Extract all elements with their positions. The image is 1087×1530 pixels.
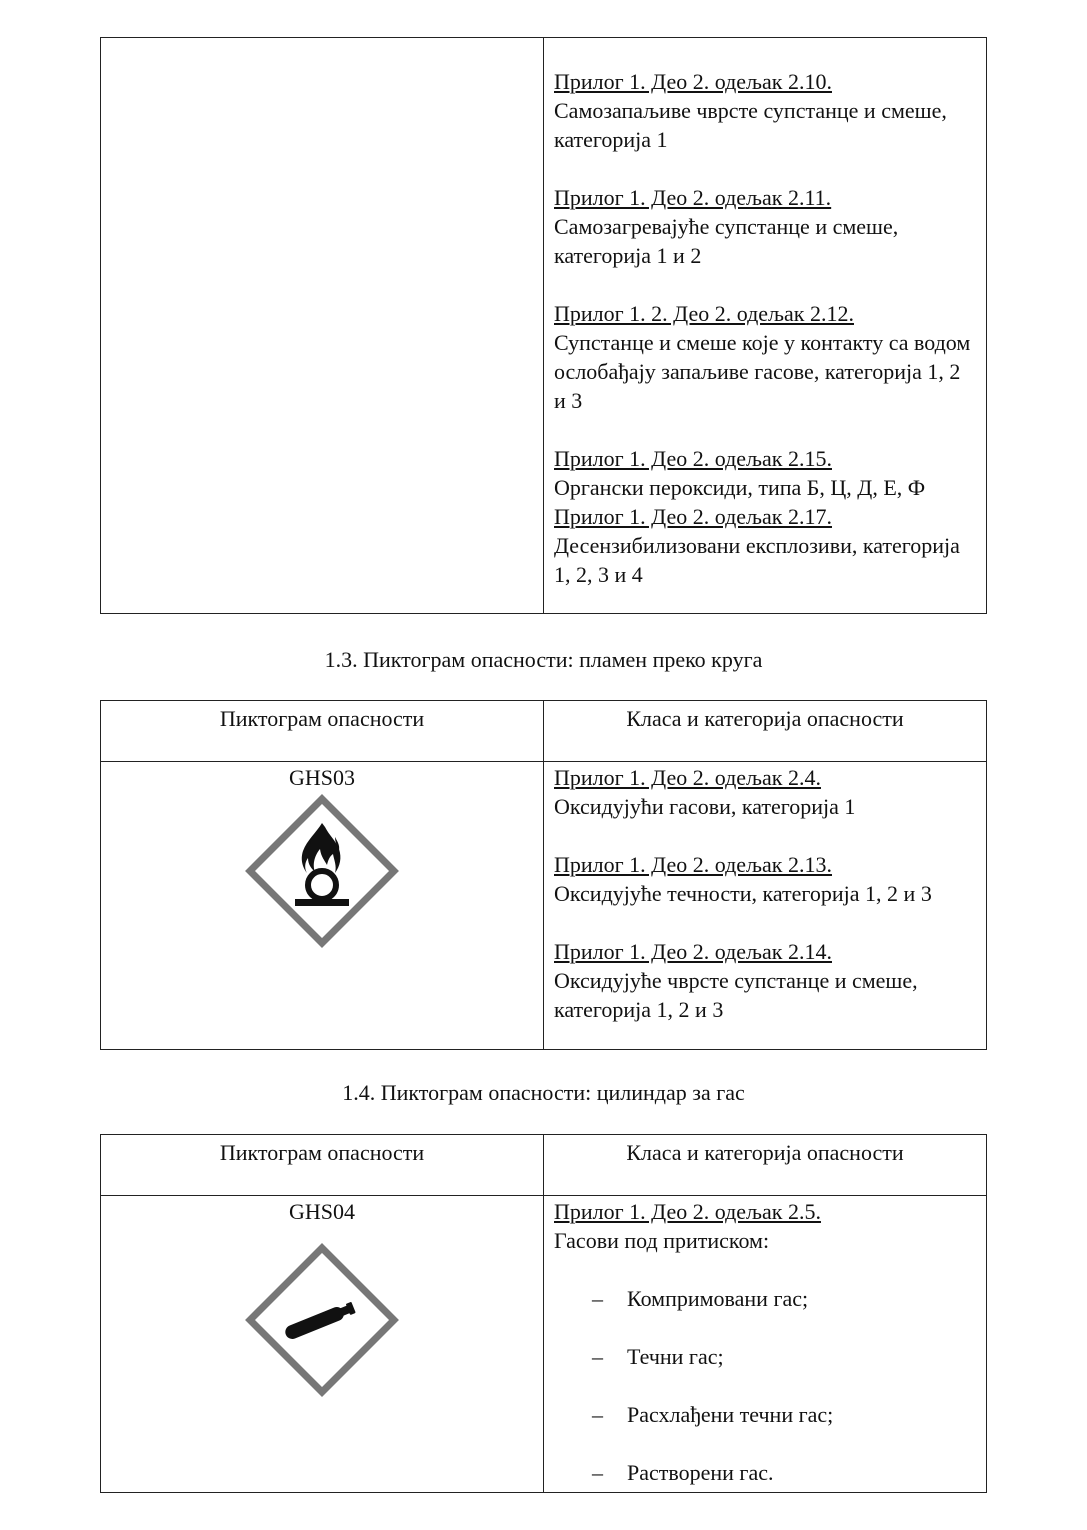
annex-reference: Прилог 1. Део 2. одељак 2.5. [554,1199,821,1224]
section-caption: 1.3. Пиктограм опасности: пламен преко круга [324,647,763,672]
header-pictogram: Пиктограм опасности [101,1135,544,1196]
annex-reference: Прилог 1. Део 2. одељак 2.4. [554,765,821,790]
table-row [101,38,987,614]
gas-cylinder-icon [245,1243,399,1397]
table-header-row [101,701,987,762]
list-item: – Компримовани гас; [554,1284,976,1313]
ghs-code: GHS03 [288,765,355,790]
list-item: – Течни гас; [554,1342,976,1371]
table-flame-over-circle [100,700,987,1050]
table-gas-cylinder [100,1134,987,1493]
pictogram-cell [101,1196,544,1493]
hazard-description: Оксидујуће чврсте супстанце и смеше, категорија 1, 2 и 3 [554,968,918,1022]
hazard-entry [554,67,976,154]
hazard-class-cell [544,1196,987,1493]
hazard-description: Гасови под притиском: [554,1228,770,1253]
hazard-class-cell [544,38,987,614]
annex-reference: Прилог 1. Део 2. одељак 2.15. [554,446,832,471]
hazard-entry [554,850,976,908]
header-class: Класа и категорија опасности [544,1135,987,1196]
table-row [101,1196,987,1493]
header-class: Класа и категорија опасности [544,701,987,762]
annex-reference: Прилог 1. Део 2. одељак 2.10. [554,69,832,94]
hazard-description: Самозагревајуће супстанце и смеше, категорија 1 и 2 [554,214,899,268]
annex-reference: Прилог 1. Део 2. одељак 2.11. [554,185,832,210]
list-item: – Расхлађени течни гас; [554,1400,976,1429]
hazard-description: Органски пероксиди, типа Б, Ц, Д, Е, Ф [554,475,926,500]
table-continuation [100,37,987,614]
list-item: – Растворени гас. [554,1458,976,1487]
annex-reference: Прилог 1. Део 2. одељак 2.17. [554,504,832,529]
hazard-entry [554,937,976,1024]
hazard-entry [554,183,976,270]
flame-over-circle-icon [245,794,399,948]
table-header-row [101,1135,987,1196]
hazard-description: Супстанце и смеше које у контакту са водом ослобађају запаљиве гасове, категорија 1, 2 и 3 [554,330,971,413]
hazard-entry [554,502,976,589]
hazard-entry [554,444,976,502]
hazard-description: Оксидујуће течности, категорија 1, 2 и 3 [554,881,932,906]
table-row [101,762,987,1050]
ghs-code: GHS04 [288,1199,355,1224]
header-pictogram: Пиктограм опасности [101,701,544,762]
annex-reference: Прилог 1. Део 2. одељак 2.14. [554,939,832,964]
annex-reference: Прилог 1. 2. Део 2. одељак 2.12. [554,301,854,326]
hazard-entry [554,763,976,821]
hazard-class-cell [544,762,987,1050]
pictogram-cell-empty [101,38,544,614]
section-caption: 1.4. Пиктограм опасности: цилиндар за гас [342,1080,745,1105]
gas-type-list [554,1284,976,1487]
hazard-description: Самозапаљиве чврсте супстанце и смеше, категорија 1 [554,98,947,152]
hazard-entry [554,299,976,415]
hazard-description: Оксидујући гасови, категорија 1 [554,794,856,819]
hazard-description: Десензибилизовани експлозиви, категорија 1, 2, 3 и 4 [554,533,960,587]
annex-reference: Прилог 1. Део 2. одељак 2.13. [554,852,832,877]
pictogram-cell [101,762,544,1050]
